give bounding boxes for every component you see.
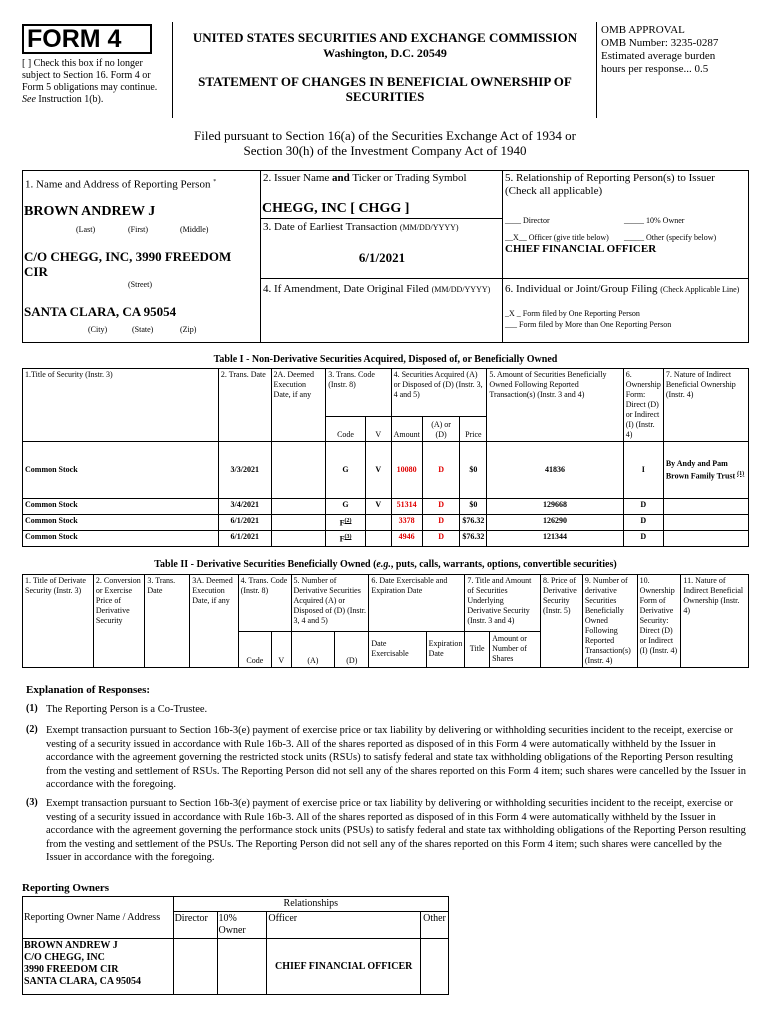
table2-title: Table II - Derivative Securities Beneficially Owned (e.g., puts, calls, warrants, options, convertible securities) (154, 559, 617, 570)
t2-h-owned: 9. Number of derivative Securities Beneficially Owned Following Reported Transaction(s) (Instr. 4) (582, 575, 637, 668)
t1-r3-deemed (271, 531, 326, 547)
t2-h-date: 3. Trans. Date (145, 575, 190, 668)
t1-h-title: 1.Title of Security (Instr. 3) (23, 369, 219, 442)
t1-r0-v: V (365, 442, 391, 499)
footnote-3-link[interactable]: (3) (344, 534, 352, 540)
t1-h-date: 2. Trans. Date (218, 369, 271, 442)
footnote-2-num: (2) (26, 724, 38, 735)
t2-h-number: 5. Number of Derivative Securities Acquired (A) or Disposed of (D) (Instr. 3, 4 and 5) (291, 575, 369, 632)
box4-label: 4. If Amendment, Date Original Filed (MM/DD/YYYY) (263, 283, 491, 295)
footnote-3 (26, 797, 746, 865)
box5-label: 5. Relationship of Reporting Person(s) to Issuer (Check all applicable) (505, 172, 715, 197)
t1-r2-v (365, 515, 391, 531)
t1-r1-date: 3/4/2021 (218, 499, 271, 515)
t2-sub-code: Code (238, 631, 271, 667)
t1-r2-form: D (623, 515, 663, 531)
t1-r0-date: 3/3/2021 (218, 442, 271, 499)
omb-number: OMB Number: 3235-0287 (601, 37, 719, 49)
owner-director (173, 939, 217, 995)
t1-r3-code: $F^{(3)}$ (326, 531, 366, 547)
t2-sub-date-exercisable: Date Exercisable (369, 631, 426, 667)
t1-h-owned: 5. Amount of Securities Beneficially Owned Following Reported Transaction(s) (Instr. 3 and 4) (487, 369, 623, 442)
t1-r3-nature (663, 531, 748, 547)
t1-r2-price: $76.32 (460, 515, 487, 531)
t1-r0-amount: 10080 (391, 442, 422, 499)
t2-h-exercisable: 6. Date Exercisable and Expiration Date (369, 575, 465, 632)
t1-r3-owned: 121344 (487, 531, 623, 547)
t1-r2-nature (663, 515, 748, 531)
footnote-2-link[interactable]: (2) (344, 518, 352, 524)
t1-r0-owned: 41836 (487, 442, 623, 499)
t1-r3-aord: D (422, 531, 460, 547)
director-checkbox[interactable]: ____ Director (505, 216, 550, 225)
t1-r2-amount: 3378 (391, 515, 422, 531)
issuer-name: CHEGG, INC [ CHGG ] (262, 201, 410, 216)
t1-r0-form: I (623, 442, 663, 499)
filing-one-person[interactable]: _X _ Form filed by One Reporting Person (505, 309, 640, 318)
footnote-2 (26, 724, 746, 792)
t1-h-acquired: 4. Securities Acquired (A) or Disposed of (D) (Instr. 3, 4 and 5) (391, 369, 487, 417)
t2-h-deemed: 3A. Deemed Execution Date, if any (190, 575, 238, 668)
t1-r2-deemed (271, 515, 326, 531)
t1-r3-v (365, 531, 391, 547)
t1-h-form: 6. Ownership Form: Direct (D) or Indirect (I) (Instr. 4) (623, 369, 663, 442)
owner-other (420, 939, 448, 995)
t2-h-price: 8. Price of Derivative Security (Instr. 5) (540, 575, 582, 668)
box5-left-rule (502, 170, 503, 342)
owners-col-name: Reporting Owner Name / Address (23, 897, 174, 939)
box3-label: 3. Date of Earliest Transaction (MM/DD/YYYY) (263, 221, 459, 233)
t2-h-nature: 11. Nature of Indirect Beneficial Ownership (Instr. 4) (681, 575, 749, 668)
t2-sub-d: (D) (335, 631, 369, 667)
t1-r2-title: Common Stock (23, 515, 219, 531)
t2-sub-expiration: Expiration Date (426, 631, 465, 667)
owner-officer-title: CHIEF FINANCIAL OFFICER (267, 939, 421, 995)
name-first-label: (First) (128, 225, 148, 234)
reporting-person-city: SANTA CLARA, CA 95054 (24, 304, 177, 319)
t1-r1-form: D (623, 499, 663, 515)
other-checkbox[interactable]: _____ Other (specify below) (624, 233, 717, 242)
t1-r1-title: Common Stock (23, 499, 219, 515)
footnote-2-text: Exempt transaction pursuant to Section 16b-3(e) payment of exercise price or tax liability by delivering or withholding securities incident to the receipt, exercise or vesting of a security issued in accordance with Rule 16b-3. All of the shares reported as disposed of in this Form 4 were automatically withheld by the Issuer in accordance with the agreement governing the restricted stock units (RSUs) to satisfy federal and state tax withholding obligations of the Reporting Person resulting from the vesting and settlement of RSUs. The Reporting Person did not sell any of the shares reported on this Form 4 item; such shares were cancelled by the Issuer in accordance with the foregoing. (46, 725, 746, 790)
ten-percent-owner-checkbox[interactable]: _____ 10% Owner (624, 216, 685, 225)
t1-r3-title: Common Stock (23, 531, 219, 547)
t1-r1-price: $0 (460, 499, 487, 515)
t2-sub-amount: Amount or Number of Shares (490, 631, 541, 667)
t1-sub-aord: (A) or (D) (422, 416, 460, 441)
t1-r0-deemed (271, 442, 326, 499)
t1-r1-owned: 129668 (487, 499, 623, 515)
name-last-label: (Last) (76, 225, 96, 234)
reporting-person-name: BROWN ANDREW J (24, 204, 156, 219)
section16-checkbox-note[interactable]: [ ] Check this box if no longer subject to Section 16. Form 4 or Form 5 obligations may continue. See Instruction 1(b). (22, 58, 158, 105)
owners-col-director: Director (173, 912, 217, 939)
t1-r0-nature: By Andy and Pam Brown Family Trust $^{(1)}$ (663, 442, 748, 499)
name-middle-label: (Middle) (180, 225, 209, 234)
reporting-owners-table (22, 896, 449, 995)
t1-r2-code: $F^{(2)}$ (326, 515, 366, 531)
omb-approval: OMB APPROVAL (601, 24, 685, 36)
state-label: (State) (132, 325, 154, 334)
owners-col-ten-pct: 10% Owner (217, 912, 267, 939)
t1-r0-price: $0 (460, 442, 487, 499)
t2-h-title: 1. Title of Derivate Security (Instr. 3) (23, 575, 94, 668)
statement-title: STATEMENT OF CHANGES IN BENEFICIAL OWNERSHIP OF SECURITIES (198, 74, 572, 104)
agency-city: Washington, D.C. 20549 (323, 46, 447, 60)
owners-col-officer: Officer (267, 912, 421, 939)
t1-r2-date: 6/1/2021 (218, 515, 271, 531)
street-label: (Street) (128, 280, 152, 289)
burden-line-1: Estimated average burden (601, 50, 716, 62)
t1-r0-title: Common Stock (23, 442, 219, 499)
footnote-1-link[interactable]: (1) (737, 470, 745, 477)
box-top-rule (22, 170, 749, 171)
footnote-1 (26, 703, 746, 716)
footnote-1-num: (1) (26, 703, 38, 714)
reporting-owners-heading: Reporting Owners (22, 882, 110, 894)
agency-name: UNITED STATES SECURITIES AND EXCHANGE COMMISSION (192, 30, 578, 45)
t1-r2-aord: D (422, 515, 460, 531)
box1-label: 1. Name and Address of Reporting Person * (25, 178, 217, 191)
t1-h-code: 3. Trans. Code (Instr. 8) (326, 369, 391, 417)
zip-label: (Zip) (180, 325, 197, 334)
table-row (23, 531, 749, 547)
form-title: FORM 4 (27, 25, 122, 53)
t2-sub-title: Title (465, 631, 490, 667)
box-right-rule (748, 170, 749, 342)
t2-sub-v: V (272, 631, 292, 667)
t1-r1-deemed (271, 499, 326, 515)
box1-right-rule (260, 170, 261, 342)
omb-approval-box (601, 24, 761, 76)
table-row (23, 515, 749, 531)
officer-title: CHIEF FINANCIAL OFFICER (505, 243, 657, 255)
header-divider-left (172, 22, 173, 118)
t1-r0-code: G (326, 442, 366, 499)
table-row (23, 442, 749, 499)
t1-r1-nature (663, 499, 748, 515)
box-left-rule (22, 170, 23, 342)
t1-r3-amount: 4946 (391, 531, 422, 547)
t1-r1-code: G (326, 499, 366, 515)
footnote-3-num: (3) (26, 797, 38, 808)
t2-sub-a: (A) (291, 631, 335, 667)
table1-title: Table I - Non-Derivative Securities Acquired, Disposed of, or Beneficially Owned (213, 354, 558, 365)
t1-r1-amount: 51314 (391, 499, 422, 515)
box2-label: 2. Issuer Name and Ticker or Trading Symbol (263, 172, 467, 184)
table1-non-derivative (22, 368, 749, 547)
city-label: (City) (88, 325, 108, 334)
t1-r3-form: D (623, 531, 663, 547)
owner-ten-pct (217, 939, 267, 995)
filing-multiple-persons[interactable]: ___ Form filed by More than One Reporting Person (505, 320, 672, 329)
box2-bottom-rule (260, 218, 502, 219)
t1-r3-date: 6/1/2021 (218, 531, 271, 547)
t1-h-deemed: 2A. Deemed Execution Date, if any (271, 369, 326, 442)
box3-bottom-rule (260, 278, 748, 279)
owner-address: BROWN ANDREW J C/O CHEGG, INC 3990 FREEDOM CIR SANTA CLARA, CA 95054 (23, 939, 174, 995)
t1-sub-amount: Amount (391, 416, 422, 441)
t1-r2-owned: 126290 (487, 515, 623, 531)
burden-line-2: hours per response... 0.5 (601, 63, 709, 75)
explanation-heading: Explanation of Responses: (26, 684, 151, 696)
t1-r0-aord: D (422, 442, 460, 499)
t1-h-nature: 7. Nature of Indirect Beneficial Ownership (Instr. 4) (663, 369, 748, 442)
t2-h-code: 4. Trans. Code (Instr. 8) (238, 575, 291, 632)
header-divider-right (596, 22, 597, 118)
table-row (23, 499, 749, 515)
table2-derivative (22, 574, 749, 668)
t1-sub-v: V (365, 416, 391, 441)
t1-sub-code: Code (326, 416, 366, 441)
footnote-3-text: Exempt transaction pursuant to Section 16b-3(e) payment of exercise price or tax liability by delivering or withholding securities incident to the receipt, exercise or vesting of a security issued in accordance with Rule 16b-3. All of the shares reported as disposed of in this Form 4 were automatically withheld by the Issuer in accordance with the agreement governing the performance stock units (PSUs) to satisfy federal and state tax withholding obligations of the Reporting Person resulting from the vesting and settlement of the PSUs. The Reporting Person did not sell any of the shares reported on this Form 4 item; such shares were cancelled by the Issuer in accordance with the foregoing. (46, 798, 746, 863)
officer-checkbox[interactable]: __X__ Officer (give title below) (505, 233, 609, 242)
reporting-person-address: C/O CHEGG, INC, 3990 FREEDOM CIR (24, 249, 232, 279)
t2-h-underlying: 7. Title and Amount of Securities Underlying Derivative Security (Instr. 3 and 4) (465, 575, 541, 632)
t1-sub-price: Price (460, 416, 487, 441)
owners-col-other: Other (420, 912, 448, 939)
form-title-box (22, 24, 152, 54)
t1-r1-v: V (365, 499, 391, 515)
t2-h-conversion: 2. Conversion or Exercise Price of Derivative Security (93, 575, 144, 668)
t1-r1-aord: D (422, 499, 460, 515)
box6-label: 6. Individual or Joint/Group Filing (Check Applicable Line) (505, 283, 740, 295)
box-bottom-rule (22, 342, 749, 343)
filed-pursuant: Filed pursuant to Section 16(a) of the Securities Exchange Act of 1934 or Section 30(h) of the Investment Company Act of 1940 (194, 128, 576, 158)
footnote-1-text: The Reporting Person is a Co-Trustee. (46, 704, 208, 715)
owners-relationships: Relationships (173, 897, 448, 912)
earliest-transaction-date: 6/1/2021 (358, 250, 406, 265)
t2-h-form: 10. Ownership Form of Derivative Security: Direct (D) or Indirect (I) (Instr. 4) (637, 575, 681, 668)
table-row (23, 939, 449, 995)
t1-r3-price: $76.32 (460, 531, 487, 547)
